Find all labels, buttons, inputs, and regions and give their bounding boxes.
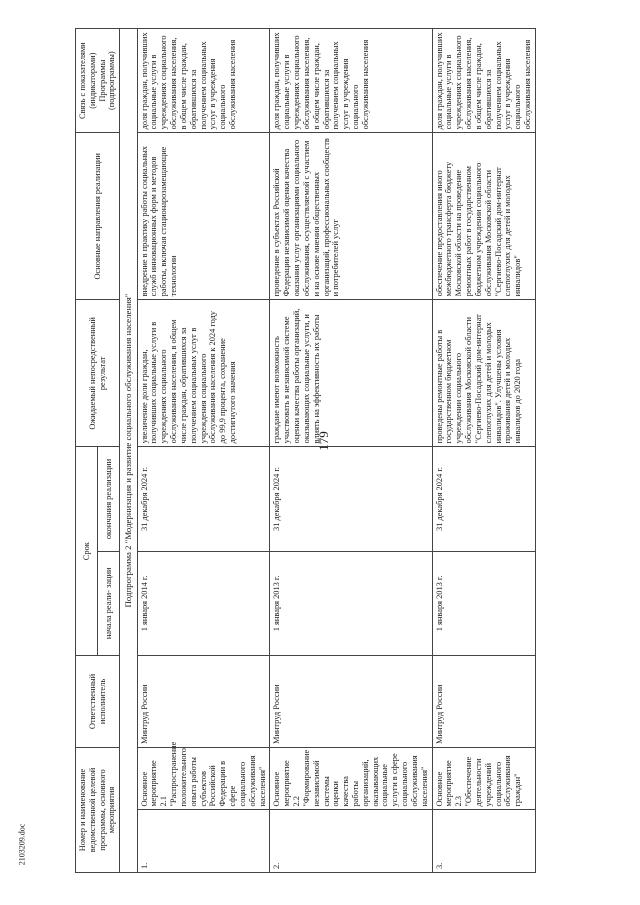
row-responsible: Минтруд России — [432, 656, 535, 748]
row-responsible: Минтруд России — [270, 656, 432, 748]
row-expected: проведены ремонтные работы в государственном бюджетном учреждении социального обслуживания Московской области "Сергиево-Посадский дом-интернат слепоглухих для детей и молодых инвалидов". Улучшены условия проживания детей и молодых инвалидов до 2020 года — [432, 300, 535, 447]
row-expected: граждане имеют возможность участвовать в независимой системе оценки качества работы организаций, оказывающих социальные услуги, и влиять на эффективность их работы — [270, 300, 432, 447]
row-end: 31 декабря 2024 г. — [137, 447, 270, 551]
row-link: доля граждан, получивших социальные услуги в учреждениях социального обслуживания населения, в общем числе граждан, обратившихся за получением социальных услуг в учреждения социального обслуживания населения — [270, 29, 432, 133]
row-start: 1 января 2013 г. — [432, 551, 535, 655]
header-term: Срок — [76, 447, 98, 656]
header-responsible: Ответственный исполнитель — [76, 656, 120, 748]
row-link: доля граждан, получивших социальные услуги в учреждениях социального обслуживания населения, в общем числе граждан, обратившихся за получением социальных услуг в учреждения социального обслуживания населения — [137, 29, 270, 133]
row-end: 31 декабря 2024 г. — [432, 447, 535, 551]
footer-code: 2103209.doc — [17, 823, 27, 866]
row-start: 1 января 2014 г. — [137, 551, 270, 655]
row-directions: внедрение в практику работы социальных служб инновационных форм и методов работы, включая стационарозамещающие технологии — [137, 133, 270, 300]
header-link: Связь с показателями (индикаторами) Программы (подпрограммы) — [76, 29, 120, 133]
row-name: Основное мероприятие 2.2 "Формирование независимой системы оценки качества работы организаций, оказывающих социальные услуги в сфере социального обслуживания населения" — [270, 748, 432, 811]
row-responsible: Минтруд России — [137, 656, 270, 748]
row-directions: обеспечение предоставления иного межбюджетного трансферта бюджету Московской области на проведение ремонтных работ в государственном бюджетном учреждении социального обслуживания Московской области "Сергиево-Посадский дом-интернат слепоглухих для детей и молодых инвалидов" — [432, 133, 535, 300]
program-table — [75, 28, 536, 873]
header-name: Номер и наименование ведомственной целевой программы, основного мероприятия — [76, 748, 120, 873]
row-end: 31 декабря 2024 г. — [270, 447, 432, 551]
header-directions: Основные направления реализации — [76, 133, 120, 300]
row-directions: проведение в субъектах Российской Федерации независимой оценки качества оказания услуг организациями социального обслуживания, осуществляемой с участием и на основе мнения общественных организаций, профессиональных сообществ и потребителей услуг — [270, 133, 432, 300]
row-number: 1. — [137, 810, 270, 873]
page-number: 179 — [316, 431, 331, 451]
row-expected: увеличение доли граждан, получивших социальные услуги в учреждениях социального обслуживания населения, в общем числе граждан, обратившихся за получением социальных услуг в учреждения социального обслуживания населения к 2024 году до 99,9 процента, сохранение достигнутого значения — [137, 300, 270, 447]
row-link: доля граждан, получивших социальные услуги в учреждениях социального обслуживания населения, в общем числе граждан, обратившихся за получением социальных услуг в учреждения социального обслуживания населения — [432, 29, 535, 133]
table-row — [137, 29, 270, 873]
header-end: окончания реализации — [98, 447, 120, 551]
row-number: 2. — [270, 810, 432, 873]
row-name: Основное мероприятие 2.3 "Обеспечение деятельности учреждений социального обслуживания граждан" — [432, 748, 535, 811]
row-name: Основное мероприятие 2.1 "Распространение положительного опыта работы субъектов Российской Федерации в сфере социального обслуживания населения" — [137, 748, 270, 811]
row-start: 1 января 2013 г. — [270, 551, 432, 655]
table-row — [432, 29, 535, 873]
header-start: начала реали- зации — [98, 551, 120, 655]
header-expected: Ожидаемый непосредственный результат — [76, 300, 120, 447]
row-number: 3. — [432, 810, 535, 873]
program-table-sheet — [75, 28, 630, 873]
table-row — [270, 29, 432, 873]
subprogram-title: Подпрограмма 2 "Модернизация и развитие социального обслуживания населения" — [120, 29, 137, 873]
